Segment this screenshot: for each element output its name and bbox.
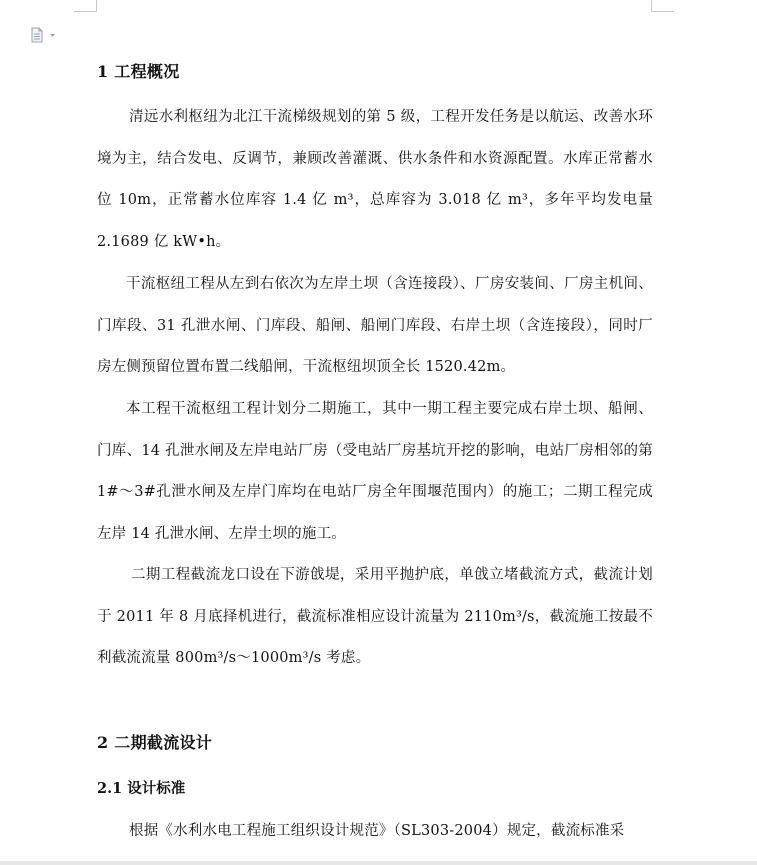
crop-mark-top-right-horizontal — [652, 11, 674, 12]
section-2-heading: 2 二期截流设计 — [97, 733, 213, 752]
crop-mark-top-left — [96, 0, 97, 12]
section-1-heading: 1 工程概况 — [97, 62, 180, 81]
crop-mark-top-left-horizontal — [74, 11, 96, 12]
page-bottom-edge — [0, 861, 757, 865]
paragraph-construction-phases: 本工程干流枢纽工程计划分二期施工，其中一期工程主要完成右岸土坝、船闸、门库、14 孔泄水闸及左岸电站厂房（受电站厂房基坑开挖的影响，电站厂房相邻的第 1#～3#孔泄水闸及左岸门库均在电站厂房全年围堰范围内）的施工；二期工程完成左岸 14 孔泄水闸、左岸土坝的施工。 — [97, 401, 653, 542]
paragraph-design-standard: 根据《水利水电工程施工组织设计规范》（SL303-2004）规定，截流标准采 — [129, 823, 625, 839]
paragraph-overview: 清远水利枢纽为北江干流梯级规划的第 5 级，工程开发任务是以航运、改善水环境为主，结合发电、反调节，兼顾改善灌溉、供水条件和水资源配置。水库正常蓄水位 10m，正常蓄水位库容 1.4 亿 m³，总库容为 3.018 亿 m³，多年平均发电量 2.1689 亿 kW•h。 — [97, 109, 653, 250]
document-icon[interactable] — [30, 27, 56, 43]
paragraph-layout: 干流枢纽工程从左到右依次为左岸土坝（含连接段）、厂房安装间、厂房主机间、门库段、31 孔泄水闸、门库段、船闸、船闸门库段、右岸土坝（含连接段），同时厂房左侧预留位置布置二线船闸，干流枢纽坝顶全长 1520.42m。 — [97, 276, 653, 375]
paragraph-closure: 二期工程截流龙口设在下游戗堤，采用平抛护底，单戗立堵截流方式，截流计划于 2011 年 8 月底择机进行，截流标准相应设计流量为 2110m³/s，截流施工按最不利截流流量 800m³/s～1000m³/s 考虑。 — [97, 567, 653, 666]
subsection-2-1-heading: 2.1 设计标准 — [97, 780, 186, 797]
